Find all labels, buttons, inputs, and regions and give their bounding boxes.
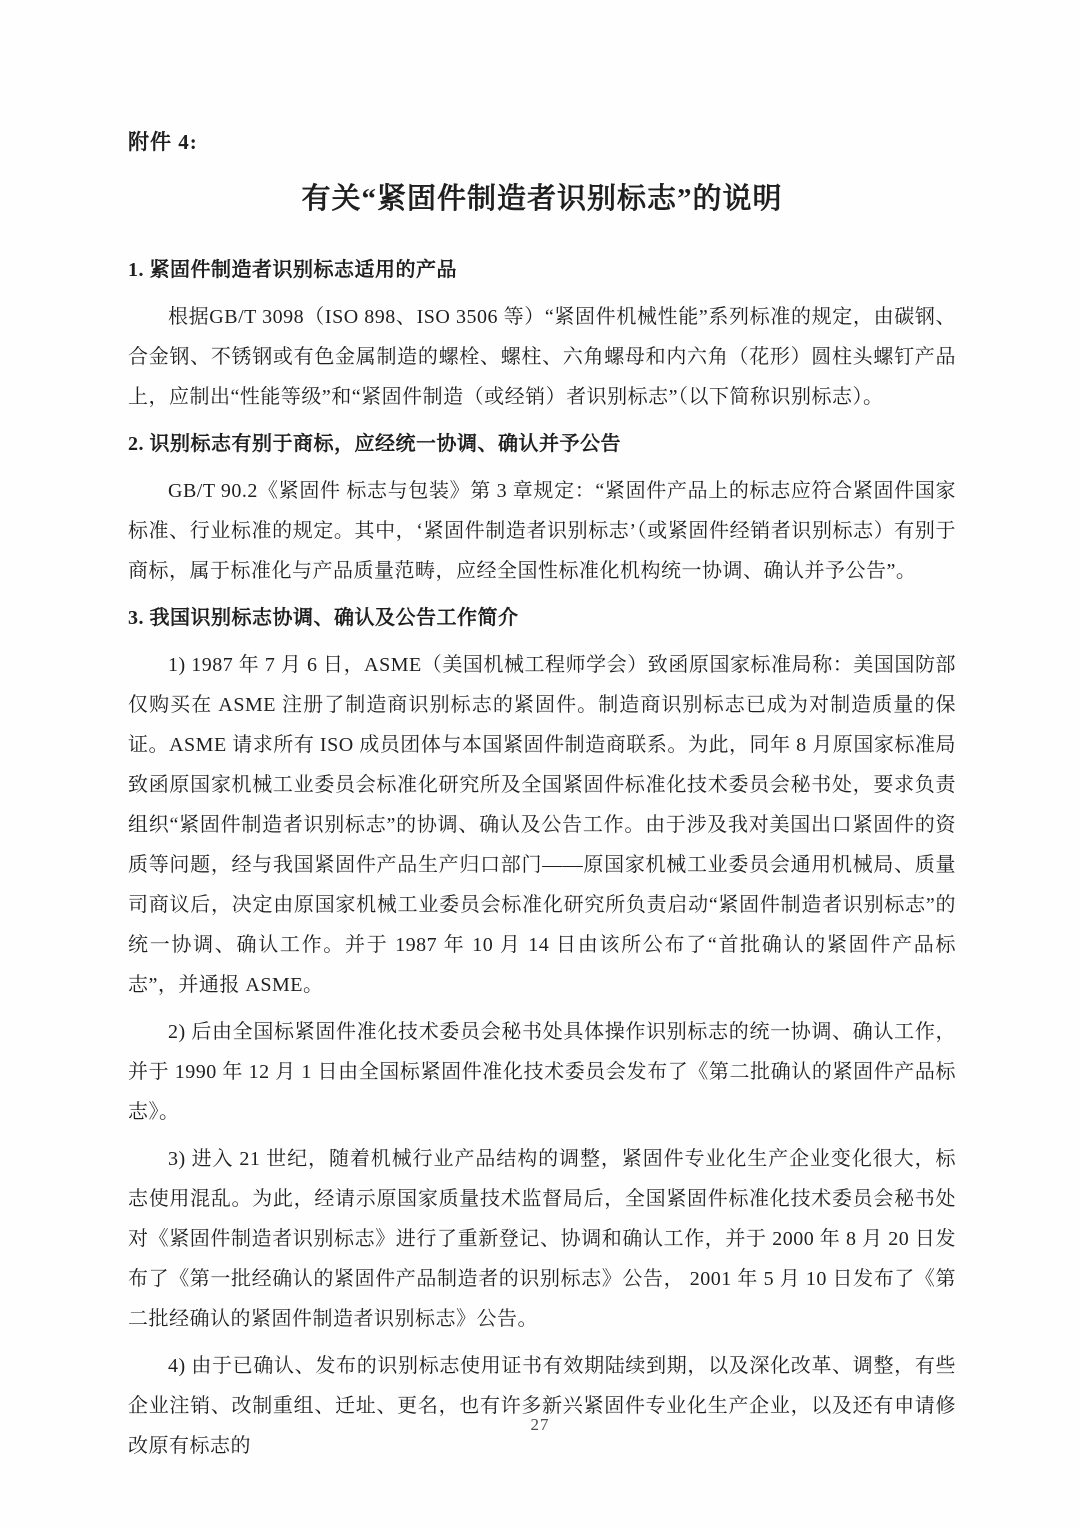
section-heading-1: 1. 紧固件制造者识别标志适用的产品 (128, 259, 457, 281)
document-content (128, 0, 956, 1466)
section-heading-2: 2. 识别标志有别于商标，应经统一协调、确认并予公告 (128, 433, 621, 455)
section-heading-3: 3. 我国识别标志协调、确认及公告工作简介 (128, 607, 519, 629)
paragraph: 根据GB/T 3098（ISO 898、ISO 3506 等）“紧固件机械性能”系列标准的规定，由碳钢、合金钢、不锈钢或有色金属制造的螺栓、螺柱、六角螺母和内六角（花形）圆柱头螺钉产品上，应制出“性能等级”和“紧固件制造（或经销）者识别标志”（以下简称识别标志）。 (128, 306, 956, 408)
paragraph: GB/T 90.2《紧固件 标志与包装》第 3 章规定：“紧固件产品上的标志应符合紧固件国家标准、行业标准的规定。其中，‘紧固件制造者识别标志’（或紧固件经销者识别标志）有别于商标，属于标准化与产品质量范畴，应经全国性标准化机构统一协调、确认并予公告”。 (128, 480, 956, 582)
page-number: 27 (530, 1415, 550, 1434)
paragraph: 2) 后由全国标紧固件准化技术委员会秘书处具体操作识别标志的统一协调、确认工作，并于 1990 年 12 月 1 日由全国标紧固件准化技术委员会发布了《第二批确认的紧固件产品标志》。 (128, 1021, 956, 1123)
paragraph: 4) 由于已确认、发布的识别标志使用证书有效期陆续到期，以及深化改革、调整，有些企业注销、改制重组、迁址、更名，也有许多新兴紧固件专业化生产企业，以及还有申请修改原有标志的 (128, 1355, 956, 1457)
paragraph: 3) 进入 21 世纪，随着机械行业产品结构的调整，紧固件专业化生产企业变化很大，标志使用混乱。为此，经请示原国家质量技术监督局后，全国紧固件标准化技术委员会秘书处对《紧固件制造者识别标志》进行了重新登记、协调和确认工作，并于 2000 年 8 月 20 日发布了《第一批经确认的紧固件产品制造者的识别标志》公告， 2001 年 5 月 10 日发布了《第二批经确认的紧固件制造者识别标志》公告。 (128, 1148, 956, 1330)
attachment-label: 附件 4: (128, 130, 198, 154)
document-title: 有关“紧固件制造者识别标志”的说明 (301, 183, 783, 215)
paragraph: 1) 1987 年 7 月 6 日，ASME（美国机械工程师学会）致函原国家标准局称：美国国防部仅购买在 ASME 注册了制造商识别标志的紧固件。制造商识别标志已成为对制造质量的保证。ASME 请求所有 ISO 成员团体与本国紧固件制造商联系。为此，同年 8 月原国家标准局致函原国家机械工业委员会标准化研究所及全国紧固件标准化技术委员会秘书处，要求负责组织“紧固件制造者识别标志”的协调、确认及公告工作。由于涉及我对美国出口紧固件的资质等问题，经与我国紧固件产品生产归口部门——原国家机械工业委员会通用机械局、质量司商议后，决定由原国家机械工业委员会标准化研究所负责启动“紧固件制造者识别标志”的统一协调、确认工作。并于 1987 年 10 月 14 日由该所公布了“首批确认的紧固件产品标志”，并通报 ASME。 (128, 654, 956, 996)
